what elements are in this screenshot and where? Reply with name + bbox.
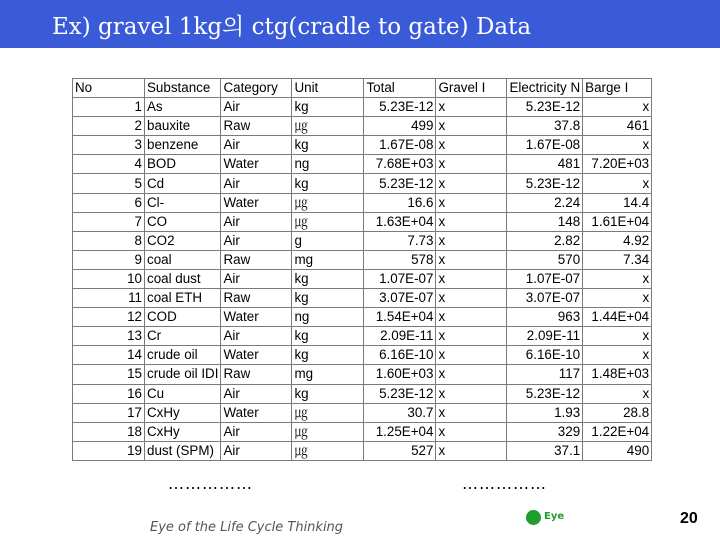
table-cell: x: [583, 346, 652, 365]
table-cell: Cr: [145, 327, 221, 346]
table-cell: 16.6: [364, 193, 436, 212]
table-cell: ㎍: [292, 422, 364, 441]
table-cell: Water: [221, 346, 292, 365]
table-cell: 15: [73, 365, 145, 384]
table-cell: 19: [73, 441, 145, 460]
table-cell: 8: [73, 231, 145, 250]
table-cell: x: [436, 174, 507, 193]
table-cell: Cu: [145, 384, 221, 403]
table-cell: x: [583, 98, 652, 117]
table-cell: coal dust: [145, 269, 221, 288]
table-cell: 2.09E-11: [364, 327, 436, 346]
table-cell: Air: [221, 98, 292, 117]
table-cell: x: [436, 117, 507, 136]
table-cell: x: [436, 365, 507, 384]
table-cell: x: [436, 327, 507, 346]
table-cell: 1.22E+04: [583, 422, 652, 441]
table-cell: 1.25E+04: [364, 422, 436, 441]
table-cell: Air: [221, 269, 292, 288]
table-cell: Cl-: [145, 193, 221, 212]
table-cell: Air: [221, 327, 292, 346]
column-header: Substance: [145, 79, 221, 98]
table-cell: 1.61E+04: [583, 212, 652, 231]
table-cell: mg: [292, 250, 364, 269]
table-row: [73, 384, 652, 403]
table-cell: Water: [221, 155, 292, 174]
table-cell: Air: [221, 212, 292, 231]
table-cell: 12: [73, 308, 145, 327]
table-cell: x: [436, 269, 507, 288]
table-cell: 461: [583, 117, 652, 136]
table-cell: x: [436, 136, 507, 155]
table-cell: 1.48E+03: [583, 365, 652, 384]
table-cell: x: [436, 231, 507, 250]
table-cell: 9: [73, 250, 145, 269]
table-cell: 18: [73, 422, 145, 441]
table-cell: 499: [364, 117, 436, 136]
table-cell: Air: [221, 174, 292, 193]
table-cell: 5.23E-12: [364, 174, 436, 193]
table-row: [73, 422, 652, 441]
table-cell: x: [583, 289, 652, 308]
table-cell: x: [583, 136, 652, 155]
table-cell: x: [436, 193, 507, 212]
table-cell: 1.93: [507, 403, 583, 422]
table-row: [73, 231, 652, 250]
table-cell: 3: [73, 136, 145, 155]
table-cell: x: [436, 384, 507, 403]
table-cell: ng: [292, 308, 364, 327]
table-row: [73, 308, 652, 327]
table-cell: 117: [507, 365, 583, 384]
table-cell: x: [436, 289, 507, 308]
table-cell: Raw: [221, 289, 292, 308]
table-cell: x: [436, 155, 507, 174]
table-row: [73, 441, 652, 460]
table-cell: 1.54E+04: [364, 308, 436, 327]
table-cell: 5.23E-12: [507, 98, 583, 117]
table-cell: Cd: [145, 174, 221, 193]
table-cell: Raw: [221, 117, 292, 136]
table-cell: ng: [292, 155, 364, 174]
table-cell: BOD: [145, 155, 221, 174]
table-cell: 6.16E-10: [364, 346, 436, 365]
table-cell: x: [436, 308, 507, 327]
logo-text: Eye: [544, 511, 565, 522]
table-cell: g: [292, 231, 364, 250]
table-cell: 10: [73, 269, 145, 288]
table-cell: 3.07E-07: [507, 289, 583, 308]
table-cell: 527: [364, 441, 436, 460]
table-cell: 6.16E-10: [507, 346, 583, 365]
table-cell: 7.68E+03: [364, 155, 436, 174]
table-cell: coal ETH: [145, 289, 221, 308]
table-cell: 578: [364, 250, 436, 269]
table-cell: 5.23E-12: [507, 384, 583, 403]
table-cell: 481: [507, 155, 583, 174]
table-cell: As: [145, 98, 221, 117]
table-cell: Air: [221, 231, 292, 250]
table-cell: Water: [221, 193, 292, 212]
table-row: [73, 403, 652, 422]
table-cell: ㎍: [292, 212, 364, 231]
table-cell: CxHy: [145, 403, 221, 422]
table-cell: 963: [507, 308, 583, 327]
table-cell: benzene: [145, 136, 221, 155]
table-cell: x: [436, 98, 507, 117]
table-cell: x: [583, 384, 652, 403]
table-cell: x: [436, 403, 507, 422]
table-cell: 3.07E-07: [364, 289, 436, 308]
table-cell: 7: [73, 212, 145, 231]
table-cell: 7.73: [364, 231, 436, 250]
eye-logo: [526, 508, 572, 528]
table-cell: kg: [292, 98, 364, 117]
table-cell: ㎍: [292, 193, 364, 212]
table-row: [73, 212, 652, 231]
table-cell: 5: [73, 174, 145, 193]
table-cell: x: [436, 250, 507, 269]
table-cell: crude oil IDI: [145, 365, 221, 384]
table-cell: 17: [73, 403, 145, 422]
table-cell: Water: [221, 308, 292, 327]
table-cell: 1.63E+04: [364, 212, 436, 231]
table-cell: kg: [292, 384, 364, 403]
ellipsis-left: ……………: [168, 474, 253, 493]
table-cell: x: [436, 212, 507, 231]
table-cell: CO: [145, 212, 221, 231]
slide-title: Ex) gravel 1kg의 ctg(cradle to gate) Data: [52, 14, 532, 40]
table-cell: 14.4: [583, 193, 652, 212]
table-header-row: [73, 79, 652, 98]
logo-dot-icon: [526, 510, 541, 525]
table-cell: mg: [292, 365, 364, 384]
column-header: Electricity N: [507, 79, 583, 98]
table-cell: kg: [292, 346, 364, 365]
table-cell: 148: [507, 212, 583, 231]
table-cell: 28.8: [583, 403, 652, 422]
title-bar: [0, 0, 720, 48]
column-header: Total: [364, 79, 436, 98]
table-cell: 7.20E+03: [583, 155, 652, 174]
table-cell: 1.07E-07: [507, 269, 583, 288]
table-cell: 490: [583, 441, 652, 460]
table-cell: ㎍: [292, 403, 364, 422]
table-cell: Air: [221, 422, 292, 441]
footer-caption: Eye of the Life Cycle Thinking: [150, 520, 344, 535]
table-cell: 11: [73, 289, 145, 308]
table-cell: 30.7: [364, 403, 436, 422]
table-cell: kg: [292, 136, 364, 155]
table-cell: kg: [292, 327, 364, 346]
table-cell: ㎍: [292, 117, 364, 136]
table-cell: 5.23E-12: [364, 384, 436, 403]
table-cell: CxHy: [145, 422, 221, 441]
table-cell: COD: [145, 308, 221, 327]
table-cell: kg: [292, 289, 364, 308]
table-cell: 37.1: [507, 441, 583, 460]
table-cell: x: [583, 327, 652, 346]
table-cell: 1.67E-08: [364, 136, 436, 155]
table-cell: coal: [145, 250, 221, 269]
table-cell: 1.07E-07: [364, 269, 436, 288]
table-cell: 2.09E-11: [507, 327, 583, 346]
table-row: [73, 155, 652, 174]
page-number: 20: [680, 510, 698, 527]
table-cell: 4.92: [583, 231, 652, 250]
table-cell: crude oil: [145, 346, 221, 365]
column-header: Unit: [292, 79, 364, 98]
table-cell: 5.23E-12: [507, 174, 583, 193]
column-header: Barge I: [583, 79, 652, 98]
table-cell: dust (SPM): [145, 441, 221, 460]
table-cell: ㎍: [292, 441, 364, 460]
table-row: [73, 269, 652, 288]
table-cell: 1: [73, 98, 145, 117]
table-cell: kg: [292, 269, 364, 288]
table-cell: 7.34: [583, 250, 652, 269]
table-cell: 1.67E-08: [507, 136, 583, 155]
ellipsis-right: ……………: [462, 474, 547, 493]
table-cell: kg: [292, 174, 364, 193]
table-cell: Air: [221, 384, 292, 403]
table-row: [73, 346, 652, 365]
table-cell: Air: [221, 441, 292, 460]
table-cell: 2.24: [507, 193, 583, 212]
table-cell: 2: [73, 117, 145, 136]
table-cell: 570: [507, 250, 583, 269]
table-cell: CO2: [145, 231, 221, 250]
table-row: [73, 289, 652, 308]
table-cell: 13: [73, 327, 145, 346]
table-body: [73, 98, 652, 461]
table-row: [73, 193, 652, 212]
table-cell: bauxite: [145, 117, 221, 136]
table-cell: Water: [221, 403, 292, 422]
table-cell: Raw: [221, 250, 292, 269]
table-cell: 2.82: [507, 231, 583, 250]
table-row: [73, 174, 652, 193]
table-cell: 1.44E+04: [583, 308, 652, 327]
column-header: Category: [221, 79, 292, 98]
table-row: [73, 250, 652, 269]
table-cell: 16: [73, 384, 145, 403]
substance-data-table: [72, 78, 652, 461]
table-cell: 14: [73, 346, 145, 365]
table-cell: x: [583, 174, 652, 193]
table-row: [73, 365, 652, 384]
table-row: [73, 327, 652, 346]
table-row: [73, 98, 652, 117]
table-cell: 6: [73, 193, 145, 212]
table-row: [73, 117, 652, 136]
table-cell: x: [436, 441, 507, 460]
table-row: [73, 136, 652, 155]
table-cell: Air: [221, 136, 292, 155]
column-header: No: [73, 79, 145, 98]
table-cell: 1.60E+03: [364, 365, 436, 384]
table-cell: 329: [507, 422, 583, 441]
table-cell: x: [436, 346, 507, 365]
table-cell: x: [583, 269, 652, 288]
table-cell: Raw: [221, 365, 292, 384]
table-cell: 5.23E-12: [364, 98, 436, 117]
table-cell: 4: [73, 155, 145, 174]
column-header: Gravel I: [436, 79, 507, 98]
table-cell: x: [436, 422, 507, 441]
table-cell: 37.8: [507, 117, 583, 136]
